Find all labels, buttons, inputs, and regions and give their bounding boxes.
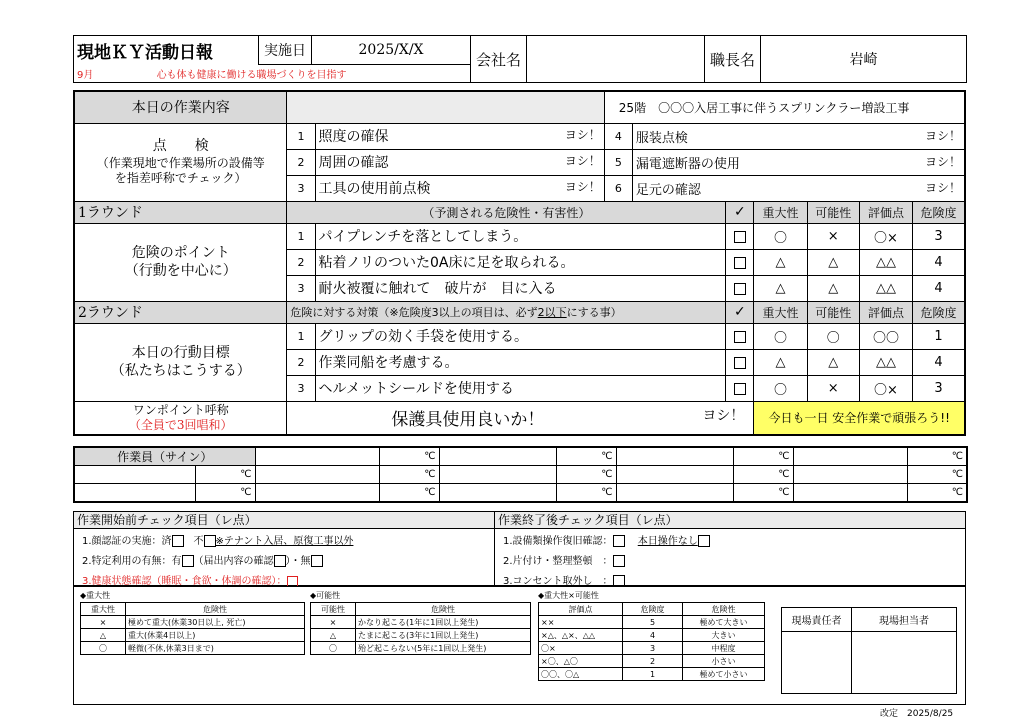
foreman-label: 職長名 (705, 36, 761, 83)
face-auth-done-checkbox[interactable] (172, 535, 184, 547)
onepoint-sub: （全員で3回唱和） (128, 417, 233, 432)
equipment-restore-checkbox[interactable] (613, 535, 625, 547)
worker-sign[interactable] (616, 484, 733, 502)
inspection-no: 3 (287, 175, 315, 201)
work-label: 本日の作業内容 (74, 91, 287, 123)
site-manager-label: 現場責任者 (782, 608, 852, 632)
month: 9月 (77, 70, 94, 81)
inspection-no: 1 (287, 123, 315, 149)
work-content[interactable]: 25階 〇〇〇入居工事に伴うスプリンクラー増設工事 (604, 91, 965, 123)
round1-side-sub: （行動を中心に） (124, 263, 237, 279)
onepoint-banner: 今日も一日 安全作業で頑張ろう!! (754, 401, 965, 435)
worker-sign[interactable] (74, 484, 195, 502)
inspection-item[interactable]: 工具の使用前点検 ヨシ！ (315, 175, 604, 201)
post-check-title: 作業終了後チェック項目（レ点） (495, 512, 965, 529)
action-text[interactable]: ヘルメットシールドを使用する (315, 375, 726, 401)
worker-sign[interactable] (616, 447, 733, 466)
temp-cell[interactable]: ℃ (556, 447, 616, 466)
risk-value: 3 (913, 375, 965, 401)
risk-value: 4 (913, 249, 965, 275)
company-value[interactable] (527, 36, 705, 83)
inspection-no: 2 (287, 149, 315, 175)
worker-sign[interactable] (616, 466, 733, 484)
temp-cell[interactable]: ℃ (195, 466, 255, 484)
temp-cell[interactable]: ℃ (379, 466, 439, 484)
worker-sign[interactable] (793, 484, 907, 502)
row-no: 3 (287, 375, 315, 401)
onepoint-label (74, 401, 287, 435)
row-no: 3 (287, 275, 315, 301)
worker-sign[interactable] (255, 484, 379, 502)
workers-table (73, 446, 968, 503)
legend-area (73, 586, 966, 705)
main-table (73, 90, 966, 436)
header-table (73, 35, 967, 83)
legend-possibility-title: ◆可能性 (310, 591, 341, 600)
temp-cell[interactable]: ℃ (733, 484, 793, 502)
col-evaluation: 評価点 (859, 301, 912, 323)
temp-cell[interactable]: ℃ (733, 466, 793, 484)
inspection-item[interactable]: 足元の確認 ヨシ！ (632, 175, 965, 201)
report-title: 現地ＫＹ活動日報 (74, 36, 259, 65)
round2-side-sub: （私たちはこうする） (110, 363, 251, 379)
onepoint-phrase[interactable]: 保護具使用良いか！ ヨシ！ (287, 401, 754, 435)
col-risk: 危険度 (913, 301, 965, 323)
col-risk: 危険度 (913, 201, 965, 223)
possibility-value: × (807, 375, 859, 401)
onepoint-title: ワンポイント呼称 (132, 403, 229, 418)
sign-table (781, 607, 957, 694)
post-check-line2: 2.片付け・整理整頓 ： (495, 547, 965, 567)
worker-sign[interactable] (74, 466, 195, 484)
hazard-checkbox[interactable] (726, 249, 754, 275)
risk-value: 1 (913, 323, 965, 349)
worker-sign[interactable] (255, 466, 379, 484)
risk-value: 3 (913, 223, 965, 249)
inspection-label (74, 123, 287, 201)
inspection-title: 点 検 (152, 138, 209, 155)
risk-value: 4 (913, 275, 965, 301)
inspection-item[interactable]: 服装点検 ヨシ！ (632, 123, 965, 149)
evaluation-value: △△ (859, 275, 912, 301)
legend-evaluation-table: 評価点 危険度 危険性 ×× 5 極めて大きい ×△、△×、△△ 4 大きい 〇× 3 中程度 ×〇、△〇 2 小さい 〇〇、〇△ 1 極めて小さい (538, 602, 765, 681)
action-text[interactable]: グリップの効く手袋を使用する。 (315, 323, 726, 349)
col-evaluation: 評価点 (859, 201, 912, 223)
temp-cell[interactable]: ℃ (556, 466, 616, 484)
round2-label: 2ラウンド (74, 301, 287, 323)
action-checkbox[interactable] (726, 375, 754, 401)
evaluation-value: △△ (859, 249, 912, 275)
round2-check-header: ✓ (726, 301, 754, 323)
round1-check-header: ✓ (726, 201, 754, 223)
row-no: 2 (287, 249, 315, 275)
action-text[interactable]: 作業同船を考慮する。 (315, 349, 726, 375)
hazard-text[interactable]: 耐火被覆に触れて 破片が 目に入る (315, 275, 726, 301)
post-check-line1: 1.設備類操作復旧確認： 本日操作なし (495, 529, 965, 547)
row-no: 2 (287, 349, 315, 375)
col-severity: 重大性 (754, 201, 807, 223)
severity-value: 〇 (754, 223, 807, 249)
slogan-row (74, 65, 471, 83)
inspection-item[interactable]: 漏電遮断器の使用 ヨシ！ (632, 149, 965, 175)
round1-label: 1ラウンド (74, 201, 287, 223)
possibility-value: △ (807, 275, 859, 301)
legend-possibility-table: 可能性 危険性 × かなり起こる(1年に1回以上発生) △ たまに起こる(3年に1回以上発生) 〇 殆ど起こらない(5年に1回以上発生) (310, 602, 531, 655)
site-staff-sign[interactable] (852, 632, 957, 694)
round1-header: （予測される危険性・有害性） (287, 201, 726, 223)
temp-cell[interactable]: ℃ (195, 484, 255, 502)
temp-cell[interactable]: ℃ (907, 484, 967, 502)
worker-sign[interactable] (439, 466, 556, 484)
date-value[interactable]: 2025/X/X (312, 36, 471, 65)
round2-side (74, 323, 287, 401)
pre-check-line2: 2.特定利用の有無：有 （届出内容の確認 ）・無 (74, 547, 494, 567)
possibility-value: × (807, 223, 859, 249)
severity-value: 〇 (754, 323, 807, 349)
inspection-no: 6 (604, 175, 632, 201)
special-use-yes-checkbox[interactable] (182, 555, 194, 567)
possibility-value: △ (807, 249, 859, 275)
site-manager-sign[interactable] (782, 632, 852, 694)
action-checkbox[interactable] (726, 349, 754, 375)
pre-check-title: 作業開始前チェック項目（レ点） (74, 512, 494, 529)
evaluation-value: 〇〇 (859, 323, 912, 349)
worker-sign[interactable] (439, 484, 556, 502)
pre-check-section (74, 512, 495, 585)
temp-cell[interactable]: ℃ (733, 447, 793, 466)
health-check-checkbox[interactable] (287, 576, 298, 587)
possibility-value: 〇 (807, 323, 859, 349)
worker-sign[interactable] (255, 447, 379, 466)
inspection-sub2: を指差呼称でチェック） (114, 170, 247, 185)
post-check-section (495, 512, 965, 585)
special-use-no-checkbox[interactable] (311, 555, 323, 567)
round2-side-title: 本日の行動目標 (131, 344, 230, 361)
hazard-checkbox[interactable] (726, 223, 754, 249)
slogan: 心も体も健康に働ける職場づくりを目指す (156, 70, 347, 81)
legend-severity-title: ◆重大性 (80, 591, 111, 600)
hazard-text[interactable]: パイプレンチを落としてしまう。 (315, 223, 726, 249)
pre-check-line1: 1.顔認証の実施：済 不 ※テナント入居、原復工事以外 (82, 536, 354, 547)
notification-confirm-checkbox[interactable] (274, 555, 286, 567)
temp-cell[interactable]: ℃ (556, 484, 616, 502)
company-label: 会社名 (471, 36, 527, 83)
foreman-value[interactable]: 岩崎 (761, 36, 967, 83)
worker-sign[interactable] (793, 466, 907, 484)
evaluation-value: 〇× (859, 375, 912, 401)
temp-cell[interactable]: ℃ (907, 447, 967, 466)
col-possibility: 可能性 (807, 201, 859, 223)
site-staff-label: 現場担当者 (852, 608, 957, 632)
action-checkbox[interactable] (726, 323, 754, 349)
inspection-item[interactable]: 照度の確保 ヨシ！ (315, 123, 604, 149)
evaluation-value: △△ (859, 349, 912, 375)
worker-sign[interactable] (439, 447, 556, 466)
temp-cell[interactable]: ℃ (379, 484, 439, 502)
risk-value: 4 (913, 349, 965, 375)
cleanup-checkbox[interactable] (613, 555, 625, 567)
col-severity: 重大性 (754, 301, 807, 323)
check-sections (73, 511, 966, 586)
workers-label: 作業員（サイン） (74, 447, 255, 466)
evaluation-value: 〇× (859, 223, 912, 249)
row-no: 1 (287, 323, 315, 349)
possibility-value: △ (807, 349, 859, 375)
round2-header: 危険に対する対策（※危険度3以上の項目は、必ず2以下にする事） (287, 301, 726, 323)
inspection-sub1: （作業現地で作業場所の設備等 (96, 155, 265, 170)
severity-value: △ (754, 249, 807, 275)
inspection-no: 4 (604, 123, 632, 149)
date-label: 実施日 (259, 36, 312, 65)
hazard-checkbox[interactable] (726, 275, 754, 301)
inspection-item[interactable]: 周囲の確認 ヨシ！ (315, 149, 604, 175)
round1-side (74, 223, 287, 301)
round1-side-title: 危険のポイント (131, 244, 230, 261)
col-possibility: 可能性 (807, 301, 859, 323)
no-operation-checkbox[interactable] (698, 535, 710, 547)
face-auth-not-checkbox[interactable] (204, 535, 216, 547)
legend-evaluation-title: ◆重大性×可能性 (538, 591, 599, 600)
row-no: 1 (287, 223, 315, 249)
inspection-no: 5 (604, 149, 632, 175)
hazard-text[interactable]: 粘着ノリのついた0A床に足を取られる。 (315, 249, 726, 275)
severity-value: △ (754, 275, 807, 301)
pre-check-line3: 3.健康状態確認（睡眠・食欲・体調の確認）： (74, 567, 494, 587)
post-check-line3: 3.コンセント取外し ： (495, 567, 965, 587)
legend-severity-table: 重大性 危険性 × 極めて重大(休業30日以上, 死亡) △ 重大(休業4日以上) 〇 軽微(不休,休業3日まで) (80, 602, 305, 655)
severity-value: △ (754, 349, 807, 375)
temp-cell[interactable]: ℃ (379, 447, 439, 466)
worker-sign[interactable] (793, 447, 907, 466)
revision-date: 改定 2025/8/25 (880, 709, 954, 719)
severity-value: 〇 (754, 375, 807, 401)
temp-cell[interactable]: ℃ (907, 466, 967, 484)
